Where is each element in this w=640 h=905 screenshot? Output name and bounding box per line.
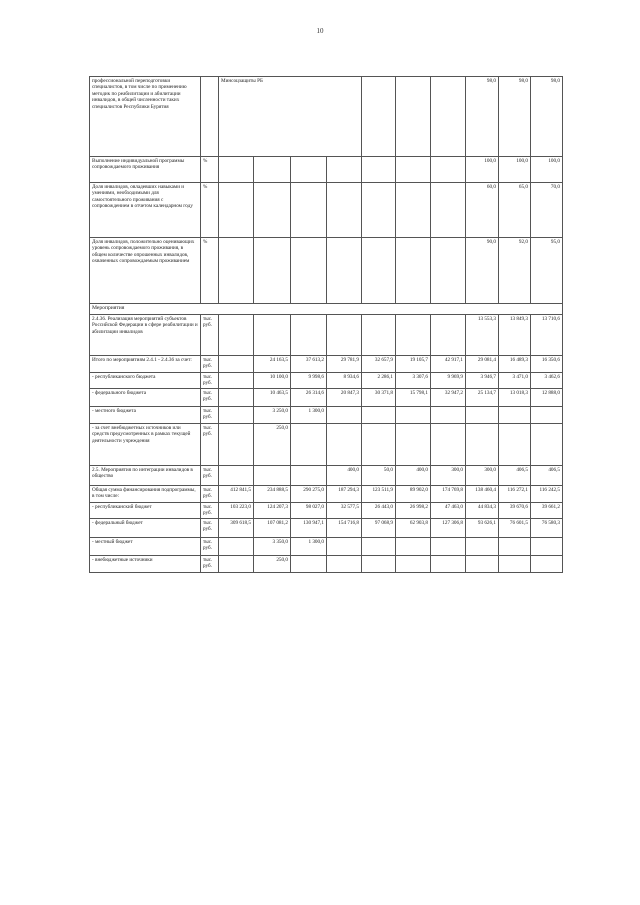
- value-cell: 39 670,6: [499, 503, 531, 519]
- value-cell: 2 286,1: [362, 373, 396, 389]
- value-cell: 16 350,6: [531, 356, 563, 373]
- value-cell: 187 294,3: [327, 486, 362, 503]
- row-label: 2.5. Мероприятия по интеграции инвалидов в общество: [90, 466, 201, 486]
- value-cell: [327, 315, 362, 356]
- unit-cell: тыс. руб.: [201, 538, 219, 556]
- value-cell: [362, 556, 396, 573]
- value-cell: [362, 77, 396, 157]
- value-cell: 13 849,3: [499, 315, 531, 356]
- value-cell: 92,0: [499, 238, 531, 304]
- row-label: - федерального бюджета: [90, 389, 201, 407]
- row-label: - республиканский бюджет: [90, 503, 201, 519]
- value-cell: 16 489,3: [499, 356, 531, 373]
- value-cell: 95,0: [531, 238, 563, 304]
- value-cell: 406,5: [499, 466, 531, 486]
- value-cell: 13 018,3: [499, 389, 531, 407]
- value-cell: 98,0: [499, 77, 531, 157]
- value-cell: [466, 424, 499, 466]
- value-cell: [431, 183, 466, 238]
- table-row: [90, 77, 563, 157]
- value-cell: 24 163,5: [254, 356, 291, 373]
- value-cell: 8 934,6: [327, 373, 362, 389]
- value-cell: 300,0: [431, 466, 466, 486]
- table-row: [90, 538, 563, 556]
- value-cell: 138 460,4: [466, 486, 499, 503]
- value-cell: [327, 538, 362, 556]
- value-cell: 76 601,5: [499, 519, 531, 538]
- value-cell: 309 618,5: [219, 519, 254, 538]
- table-row: [90, 424, 563, 466]
- row-label: 2.4.36. Реализация мероприятий субъектов Российской Федерации в сфере реабилитации и абилитации инвалидов: [90, 315, 201, 356]
- value-cell: 100,0: [499, 157, 531, 183]
- value-cell: 50,0: [362, 466, 396, 486]
- unit-cell: тыс. руб.: [201, 424, 219, 466]
- unit-cell: тыс. руб.: [201, 503, 219, 519]
- subprogram-finance-table: [89, 76, 563, 573]
- value-cell: 9 998,6: [291, 373, 327, 389]
- value-cell: [291, 466, 327, 486]
- value-cell: 107 081,2: [254, 519, 291, 538]
- value-cell: [466, 556, 499, 573]
- value-cell: 250,0: [254, 556, 291, 573]
- value-cell: 26 314,6: [291, 389, 327, 407]
- value-cell: [362, 538, 396, 556]
- value-cell: [431, 538, 466, 556]
- value-cell: 12 888,0: [531, 389, 563, 407]
- value-cell: 103 223,0: [219, 503, 254, 519]
- value-cell: [362, 157, 396, 183]
- value-cell: [219, 424, 254, 466]
- value-cell: [396, 407, 431, 424]
- unit-cell: тыс. руб.: [201, 486, 219, 503]
- unit-cell: тыс. руб.: [201, 356, 219, 373]
- value-cell: [219, 373, 254, 389]
- value-cell: [531, 538, 563, 556]
- value-cell: [431, 407, 466, 424]
- row-label: - федеральный бюджет: [90, 519, 201, 538]
- section-row: [90, 304, 563, 315]
- table-body: [90, 77, 563, 573]
- value-cell: [499, 556, 531, 573]
- row-label: Доля инвалидов, положительно оценивающих уровень сопровождаемого проживания, в общем количестве опрошенных инвалидов, охваченных сопровождаемым проживанием: [90, 238, 201, 304]
- value-cell: [431, 315, 466, 356]
- value-cell: 412 841,5: [219, 486, 254, 503]
- value-cell: [327, 556, 362, 573]
- value-cell: [396, 556, 431, 573]
- value-cell: [219, 407, 254, 424]
- value-cell: [219, 315, 254, 356]
- value-cell: [219, 356, 254, 373]
- value-cell: 1 300,0: [291, 407, 327, 424]
- table-row: [90, 503, 563, 519]
- value-cell: 32 577,5: [327, 503, 362, 519]
- section-title: Мероприятия: [90, 304, 563, 315]
- value-cell: 3 946,7: [466, 373, 499, 389]
- value-cell: 1 300,0: [291, 538, 327, 556]
- value-cell: 98,0: [531, 77, 563, 157]
- value-cell: [396, 424, 431, 466]
- value-cell: 250,0: [254, 424, 291, 466]
- value-cell: 100,0: [531, 157, 563, 183]
- value-cell: 98 027,0: [291, 503, 327, 519]
- value-cell: 26 998,2: [396, 503, 431, 519]
- value-cell: 97 068,9: [362, 519, 396, 538]
- value-cell: [291, 157, 327, 183]
- value-cell: [431, 77, 466, 157]
- page-number: 10: [316, 27, 324, 35]
- row-label: профессиональной переподготовки специалистов, в том числе по применению методик по реабилитации и абилитации инвалидов, в общей численности таких специалистов Республики Бурятия: [90, 77, 201, 157]
- table-row: [90, 486, 563, 503]
- unit-cell: %: [201, 183, 219, 238]
- value-cell: [327, 424, 362, 466]
- responsible-executor: Минсоцзащиты РБ: [219, 77, 362, 157]
- value-cell: [291, 556, 327, 573]
- table-row: [90, 556, 563, 573]
- table-row: [90, 373, 563, 389]
- table-row: [90, 407, 563, 424]
- value-cell: [466, 538, 499, 556]
- value-cell: 89 902,0: [396, 486, 431, 503]
- value-cell: 400,0: [327, 466, 362, 486]
- unit-cell: [201, 77, 219, 157]
- row-label: - местный бюджет: [90, 538, 201, 556]
- value-cell: 76 580,3: [531, 519, 563, 538]
- value-cell: [254, 157, 291, 183]
- value-cell: [327, 407, 362, 424]
- table-row: [90, 315, 563, 356]
- value-cell: 290 275,0: [291, 486, 327, 503]
- value-cell: 20 847,3: [327, 389, 362, 407]
- value-cell: 116 242,5: [531, 486, 563, 503]
- value-cell: [531, 407, 563, 424]
- value-cell: [396, 77, 431, 157]
- row-label: Общая сумма финансирования подпрограммы, в том числе:: [90, 486, 201, 503]
- value-cell: [431, 424, 466, 466]
- value-cell: 174 769,8: [431, 486, 466, 503]
- value-cell: 10 463,5: [254, 389, 291, 407]
- value-cell: [291, 238, 327, 304]
- value-cell: [362, 407, 396, 424]
- value-cell: 154 716,8: [327, 519, 362, 538]
- value-cell: [291, 424, 327, 466]
- value-cell: 3 307,6: [396, 373, 431, 389]
- value-cell: [531, 556, 563, 573]
- value-cell: 29 781,9: [327, 356, 362, 373]
- table-row: [90, 183, 563, 238]
- value-cell: 62 903,8: [396, 519, 431, 538]
- value-cell: [396, 157, 431, 183]
- value-cell: 30 371,8: [362, 389, 396, 407]
- value-cell: 19 105,7: [396, 356, 431, 373]
- value-cell: 26 443,0: [362, 503, 396, 519]
- value-cell: 65,0: [499, 183, 531, 238]
- row-label: - внебюджетные источники: [90, 556, 201, 573]
- value-cell: 98,0: [466, 77, 499, 157]
- value-cell: 3 350,0: [254, 538, 291, 556]
- value-cell: 3 471,0: [499, 373, 531, 389]
- value-cell: [254, 183, 291, 238]
- value-cell: [327, 157, 362, 183]
- table-row: [90, 238, 563, 304]
- value-cell: 100,0: [466, 157, 499, 183]
- value-cell: [499, 407, 531, 424]
- value-cell: [254, 466, 291, 486]
- value-cell: [396, 238, 431, 304]
- value-cell: 93 626,1: [466, 519, 499, 538]
- row-label: - республиканского бюджета: [90, 373, 201, 389]
- value-cell: 32 657,9: [362, 356, 396, 373]
- value-cell: [362, 315, 396, 356]
- value-cell: 127 306,8: [431, 519, 466, 538]
- value-cell: [466, 407, 499, 424]
- table-row: [90, 519, 563, 538]
- table-row: [90, 466, 563, 486]
- value-cell: [327, 238, 362, 304]
- value-cell: 70,0: [531, 183, 563, 238]
- value-cell: 39 661,2: [531, 503, 563, 519]
- value-cell: [396, 538, 431, 556]
- row-label: Итого по мероприятиям 2.4.1 - 2.4.36 за счет:: [90, 356, 201, 373]
- value-cell: 44 834,3: [466, 503, 499, 519]
- value-cell: [362, 183, 396, 238]
- value-cell: [499, 424, 531, 466]
- table-row: [90, 157, 563, 183]
- value-cell: 47 463,0: [431, 503, 466, 519]
- value-cell: 130 947,1: [291, 519, 327, 538]
- value-cell: [291, 315, 327, 356]
- row-label: - местного бюджета: [90, 407, 201, 424]
- value-cell: [219, 538, 254, 556]
- unit-cell: тыс. руб.: [201, 389, 219, 407]
- value-cell: 300,0: [466, 466, 499, 486]
- value-cell: [219, 157, 254, 183]
- value-cell: [531, 424, 563, 466]
- unit-cell: тыс. руб.: [201, 519, 219, 538]
- row-label: - за счет внебюджетных источников или средств предусмотренных в рамках текущей деятельности учреждения: [90, 424, 201, 466]
- value-cell: [219, 389, 254, 407]
- value-cell: 3 250,0: [254, 407, 291, 424]
- value-cell: 25 134,7: [466, 389, 499, 407]
- value-cell: [219, 183, 254, 238]
- value-cell: 32 947,2: [431, 389, 466, 407]
- value-cell: [219, 556, 254, 573]
- value-cell: [362, 424, 396, 466]
- value-cell: 116 272,1: [499, 486, 531, 503]
- value-cell: [431, 157, 466, 183]
- value-cell: 13 710,6: [531, 315, 563, 356]
- value-cell: 234 888,5: [254, 486, 291, 503]
- unit-cell: тыс. руб.: [201, 407, 219, 424]
- value-cell: 37 613,2: [291, 356, 327, 373]
- value-cell: [327, 183, 362, 238]
- row-label: Доля инвалидов, овладевших навыками и умениями, необходимыми для самостоятельного проживания с сопровождением в отчетом календарном году: [90, 183, 201, 238]
- value-cell: 123 511,9: [362, 486, 396, 503]
- value-cell: [396, 183, 431, 238]
- value-cell: 406,5: [531, 466, 563, 486]
- unit-cell: тыс. руб.: [201, 466, 219, 486]
- value-cell: [396, 315, 431, 356]
- value-cell: [431, 556, 466, 573]
- value-cell: [291, 183, 327, 238]
- value-cell: [499, 538, 531, 556]
- value-cell: [362, 238, 396, 304]
- value-cell: 90,0: [466, 238, 499, 304]
- value-cell: [219, 238, 254, 304]
- row-label: Выполнение индивидуальной программы сопровождаемого проживания: [90, 157, 201, 183]
- value-cell: 10 100,0: [254, 373, 291, 389]
- unit-cell: тыс. руб.: [201, 373, 219, 389]
- value-cell: 13 553,3: [466, 315, 499, 356]
- value-cell: [254, 238, 291, 304]
- value-cell: 29 081,4: [466, 356, 499, 373]
- value-cell: 124 207,3: [254, 503, 291, 519]
- table-row: [90, 356, 563, 373]
- value-cell: 3 462,6: [531, 373, 563, 389]
- unit-cell: тыс. руб.: [201, 315, 219, 356]
- table-row: [90, 389, 563, 407]
- value-cell: [431, 238, 466, 304]
- value-cell: 15 798,1: [396, 389, 431, 407]
- unit-cell: %: [201, 157, 219, 183]
- value-cell: 400,0: [396, 466, 431, 486]
- value-cell: [254, 315, 291, 356]
- unit-cell: %: [201, 238, 219, 304]
- value-cell: [219, 466, 254, 486]
- value-cell: 42 917,1: [431, 356, 466, 373]
- value-cell: 9 969,9: [431, 373, 466, 389]
- unit-cell: тыс. руб.: [201, 556, 219, 573]
- value-cell: 60,0: [466, 183, 499, 238]
